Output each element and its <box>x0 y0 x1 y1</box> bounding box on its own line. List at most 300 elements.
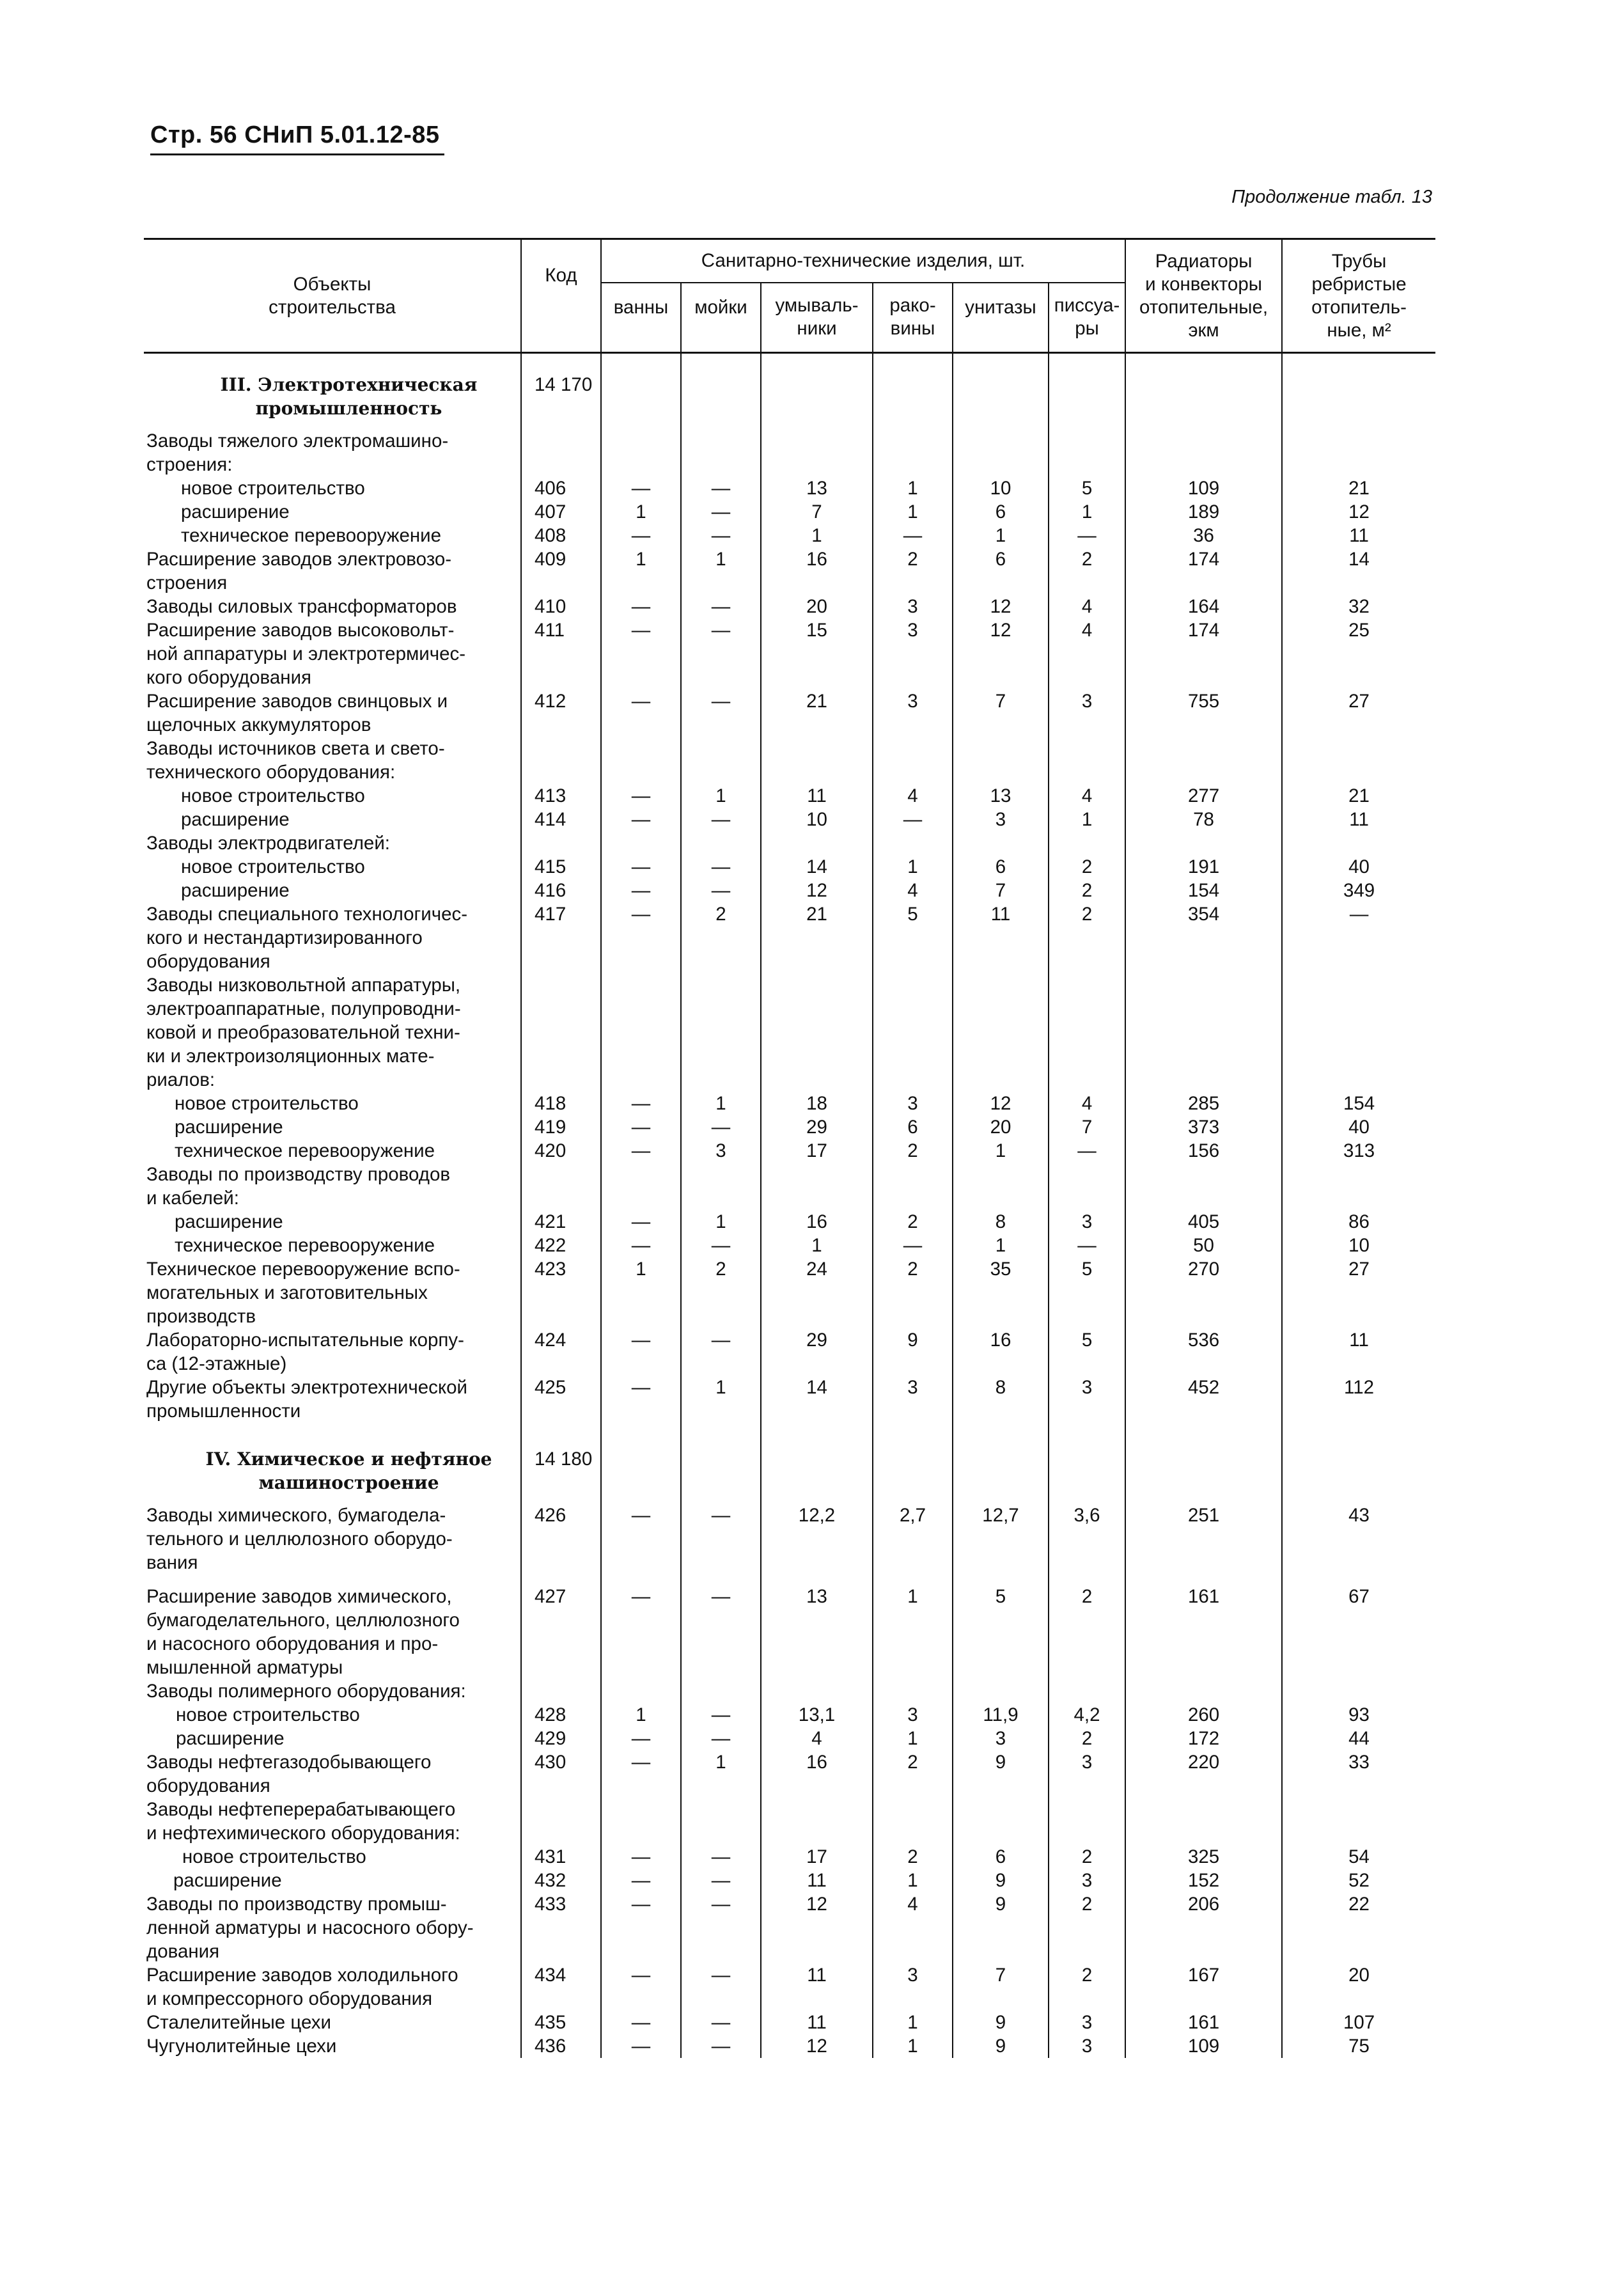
toilets-cell: 12 <box>953 595 1049 618</box>
page-header: Стр. 56 СНиП 5.01.12-85 <box>150 122 440 148</box>
object-name-line: расширение <box>176 1728 285 1749</box>
baths-cell: — <box>601 595 681 618</box>
rakoviny-cell: 2 <box>873 1210 953 1234</box>
object-name-line: Заводы специального технологичес- <box>146 904 468 925</box>
pipes-cell: 67 <box>1282 1574 1435 1679</box>
rakoviny-cell: 5 <box>873 902 953 973</box>
table-continuation-label: Продолжение табл. 13 <box>1231 187 1432 207</box>
urinals-cell: 3 <box>1049 2034 1125 2058</box>
object-name-line: Другие объекты электротехнической <box>146 1377 468 1398</box>
pipes-cell: 12 <box>1282 500 1435 524</box>
object-name-cell <box>144 1163 521 1210</box>
rakoviny-cell: 1 <box>873 1574 953 1679</box>
pipes-cell <box>1282 1679 1435 1703</box>
washbasins-cell: 29 <box>761 1328 873 1376</box>
table-row <box>144 879 1435 902</box>
urinals-cell <box>1049 429 1125 476</box>
sinks-cell: 2 <box>681 902 761 973</box>
object-name-cell <box>144 524 521 547</box>
pipes-cell: 11 <box>1282 1328 1435 1376</box>
object-name-line: и насосного оборудования и про- <box>146 1633 439 1654</box>
baths-cell: — <box>601 1845 681 1869</box>
pipes-cell: 21 <box>1282 476 1435 500</box>
urinals-cell: 4,2 <box>1049 1703 1125 1727</box>
baths-cell: — <box>601 1727 681 1750</box>
col-header-objects-line: строительства <box>269 296 396 318</box>
baths-cell: — <box>601 1574 681 1679</box>
object-name-line: Заводы нефтеперерабатывающего <box>146 1799 456 1820</box>
header-underline <box>150 153 444 155</box>
object-name-line: ки и электроизоляционных мате- <box>146 1046 435 1067</box>
radiators-cell: 154 <box>1125 879 1282 902</box>
table-row <box>144 784 1435 808</box>
col-header-radiators-line: отопительные, <box>1139 296 1269 318</box>
washbasins-cell: 14 <box>761 1376 873 1423</box>
code-cell: 420 <box>521 1139 601 1163</box>
object-name-cell <box>144 784 521 808</box>
sinks-cell: — <box>681 1869 761 1892</box>
radiators-cell: 285 <box>1125 1092 1282 1115</box>
sinks-cell: — <box>681 855 761 879</box>
toilets-cell: 3 <box>953 1727 1049 1750</box>
pipes-cell: 52 <box>1282 1869 1435 1892</box>
table-row <box>144 1679 1435 1703</box>
radiators-cell: 405 <box>1125 1210 1282 1234</box>
object-name-cell <box>144 855 521 879</box>
object-name-line: оборудования <box>146 1775 270 1796</box>
rakoviny-cell: 4 <box>873 1892 953 1963</box>
baths-cell: — <box>601 1504 681 1574</box>
code-cell: 416 <box>521 879 601 902</box>
col-header-baths-text: ванны <box>613 297 669 318</box>
rakoviny-cell: 1 <box>873 2011 953 2034</box>
sinks-cell: — <box>681 1115 761 1139</box>
rakoviny-cell: 2 <box>873 547 953 595</box>
radiators-cell: 161 <box>1125 2011 1282 2034</box>
section-row <box>144 1423 1435 1504</box>
washbasins-cell: 13 <box>761 476 873 500</box>
toilets-cell <box>953 1798 1049 1845</box>
pipes-cell: 32 <box>1282 595 1435 618</box>
rakoviny-cell: 1 <box>873 500 953 524</box>
object-name-line: кого и нестандартизированного <box>146 927 423 948</box>
toilets-cell: 11,9 <box>953 1703 1049 1727</box>
radiators-cell <box>1125 737 1282 784</box>
object-name-line: Заводы полимерного оборудования: <box>146 1681 466 1702</box>
sinks-cell: — <box>681 524 761 547</box>
object-name-line: са (12-этажные) <box>146 1353 287 1374</box>
washbasins-cell: 12,2 <box>761 1504 873 1574</box>
table-row <box>144 1574 1435 1679</box>
object-name-line: риалов: <box>146 1069 215 1090</box>
object-name-line: и кабелей: <box>146 1188 239 1209</box>
object-name-line: III. Электротехническая <box>220 374 478 395</box>
object-name-line: Заводы тяжелого электромашино- <box>146 430 449 451</box>
washbasins-cell: 11 <box>761 784 873 808</box>
baths-cell: 1 <box>601 500 681 524</box>
code-cell: 426 <box>521 1504 601 1574</box>
washbasins-cell: 4 <box>761 1727 873 1750</box>
washbasins-cell <box>761 429 873 476</box>
table-row <box>144 1139 1435 1163</box>
object-name-line: вания <box>146 1552 198 1573</box>
code-cell: 425 <box>521 1376 601 1423</box>
rakoviny-cell: 3 <box>873 1703 953 1727</box>
table-row <box>144 429 1435 476</box>
sinks-cell: — <box>681 1234 761 1257</box>
object-name-line: Расширение заводов свинцовых и <box>146 691 448 712</box>
radiators-cell: 189 <box>1125 500 1282 524</box>
object-name-line: новое строительство <box>181 478 365 499</box>
urinals-cell: 3 <box>1049 1750 1125 1798</box>
washbasins-cell: 12 <box>761 2034 873 2058</box>
sinks-cell: — <box>681 476 761 500</box>
toilets-cell: 7 <box>953 1963 1049 2011</box>
object-name-cell <box>144 1139 521 1163</box>
radiators-cell: 174 <box>1125 547 1282 595</box>
object-name-line: Расширение заводов химического, <box>146 1586 452 1607</box>
sinks-cell: — <box>681 689 761 737</box>
rakoviny-cell: 6 <box>873 1115 953 1139</box>
pipes-cell <box>1282 831 1435 855</box>
baths-cell <box>601 973 681 1092</box>
object-name-line: Расширение заводов электровозо- <box>146 549 452 570</box>
table-row <box>144 1234 1435 1257</box>
table-row <box>144 1963 1435 2011</box>
code-cell: 424 <box>521 1328 601 1376</box>
radiators-cell: 152 <box>1125 1869 1282 1892</box>
pipes-cell: 44 <box>1282 1727 1435 1750</box>
object-name-line: щелочных аккумуляторов <box>146 714 371 735</box>
toilets-cell: 9 <box>953 1892 1049 1963</box>
pipes-cell: 349 <box>1282 879 1435 902</box>
toilets-cell: 7 <box>953 879 1049 902</box>
object-name-line: Расширение заводов холодильного <box>146 1965 458 1986</box>
urinals-cell: 4 <box>1049 1092 1125 1115</box>
object-name-cell <box>144 618 521 689</box>
object-name-line: электроаппаратные, полупроводни- <box>146 998 461 1019</box>
table-row <box>144 595 1435 618</box>
rakoviny-cell: 1 <box>873 1727 953 1750</box>
radiators-cell: 164 <box>1125 595 1282 618</box>
toilets-cell: 5 <box>953 1574 1049 1679</box>
urinals-cell: 3 <box>1049 1210 1125 1234</box>
object-name-cell <box>144 1234 521 1257</box>
toilets-cell: 6 <box>953 500 1049 524</box>
sinks-cell: 1 <box>681 1750 761 1798</box>
object-name-line: расширение <box>181 809 290 830</box>
object-name-cell <box>144 689 521 737</box>
pipes-cell: 21 <box>1282 784 1435 808</box>
baths-cell: — <box>601 808 681 831</box>
object-name-line: Заводы низковольтной аппаратуры, <box>146 975 461 996</box>
washbasins-cell: 11 <box>761 1963 873 2011</box>
baths-cell: — <box>601 1092 681 1115</box>
object-name-line: строения: <box>146 454 233 475</box>
object-name-line: технического оборудования: <box>146 762 396 783</box>
sinks-cell: 1 <box>681 547 761 595</box>
table-header <box>144 239 1435 353</box>
washbasins-cell: 11 <box>761 1869 873 1892</box>
code-cell: 406 <box>521 476 601 500</box>
pipes-cell: 43 <box>1282 1504 1435 1574</box>
col-header-sinks-text: мойки <box>694 297 747 318</box>
object-name-line: Заводы по производству проводов <box>146 1164 451 1185</box>
radiators-cell <box>1125 831 1282 855</box>
radiators-cell: 536 <box>1125 1328 1282 1376</box>
table-row <box>144 500 1435 524</box>
radiators-cell: 174 <box>1125 618 1282 689</box>
object-name-line: могательных и заготовительных <box>146 1282 428 1303</box>
code-cell: 428 <box>521 1703 601 1727</box>
radiators-cell: 251 <box>1125 1504 1282 1574</box>
pipes-cell: 11 <box>1282 524 1435 547</box>
toilets-cell <box>953 1679 1049 1703</box>
pipes-cell <box>1282 1163 1435 1210</box>
pipes-cell: 14 <box>1282 547 1435 595</box>
norms-table <box>144 238 1435 2058</box>
baths-cell: — <box>601 1115 681 1139</box>
washbasins-cell <box>761 1423 873 1504</box>
rakoviny-cell <box>873 1163 953 1210</box>
radiators-cell: 325 <box>1125 1845 1282 1869</box>
table-row <box>144 1115 1435 1139</box>
baths-cell <box>601 1423 681 1504</box>
code-cell <box>521 1798 601 1845</box>
radiators-cell: 172 <box>1125 1727 1282 1750</box>
baths-cell <box>601 1798 681 1845</box>
object-name-cell <box>144 1750 521 1798</box>
col-header-sanitary-group: Санитарно-технические изделия, шт. <box>601 239 1125 283</box>
sinks-cell: — <box>681 879 761 902</box>
table-row <box>144 618 1435 689</box>
radiators-cell <box>1125 353 1282 430</box>
rakoviny-cell <box>873 1798 953 1845</box>
col-header-sinks <box>681 283 761 353</box>
object-name-line: расширение <box>181 880 290 901</box>
table-row <box>144 1727 1435 1750</box>
col-header-radiators <box>1125 239 1282 353</box>
sinks-cell: — <box>681 500 761 524</box>
rakoviny-cell: — <box>873 524 953 547</box>
object-name-line: техническое перевооружение <box>175 1235 435 1256</box>
table-row <box>144 524 1435 547</box>
object-name-line: техническое перевооружение <box>175 1140 435 1161</box>
sinks-cell: — <box>681 618 761 689</box>
object-name-cell <box>144 1328 521 1376</box>
washbasins-cell: 10 <box>761 808 873 831</box>
rakoviny-cell: 2 <box>873 1139 953 1163</box>
baths-cell: — <box>601 784 681 808</box>
col-header-washbasins-line: умываль- <box>775 295 859 317</box>
table-row <box>144 1504 1435 1574</box>
code-cell: 435 <box>521 2011 601 2034</box>
toilets-cell <box>953 353 1049 430</box>
radiators-cell: 109 <box>1125 2034 1282 2058</box>
radiators-cell: 167 <box>1125 1963 1282 2011</box>
rakoviny-cell: 1 <box>873 1869 953 1892</box>
washbasins-cell: 16 <box>761 1750 873 1798</box>
col-header-urinals-line: ры <box>1075 318 1099 340</box>
washbasins-cell: 15 <box>761 618 873 689</box>
rakoviny-cell: 3 <box>873 1376 953 1423</box>
object-name-line: Чугунолитейные цехи <box>146 2036 337 2057</box>
pipes-cell: 10 <box>1282 1234 1435 1257</box>
code-cell: 427 <box>521 1574 601 1679</box>
code-cell: 411 <box>521 618 601 689</box>
object-name-line: расширение <box>173 1870 282 1891</box>
col-header-washbasins <box>761 283 873 353</box>
object-name-line: ной аппаратуры и электротермичес- <box>146 643 466 664</box>
baths-cell: — <box>601 1963 681 2011</box>
code-cell: 419 <box>521 1115 601 1139</box>
washbasins-cell: 12 <box>761 879 873 902</box>
object-name-line: Заводы химического, бумагодела- <box>146 1505 446 1526</box>
washbasins-cell <box>761 737 873 784</box>
object-name-cell <box>144 547 521 595</box>
code-cell <box>521 831 601 855</box>
object-name-cell <box>144 1210 521 1234</box>
toilets-cell: 10 <box>953 476 1049 500</box>
table-row <box>144 831 1435 855</box>
code-cell: 429 <box>521 1727 601 1750</box>
pipes-cell: 86 <box>1282 1210 1435 1234</box>
col-header-pipes <box>1282 239 1435 353</box>
object-name-line: Заводы по производству промыш- <box>146 1894 447 1915</box>
table-row <box>144 2011 1435 2034</box>
urinals-cell: 3 <box>1049 1869 1125 1892</box>
toilets-cell: 11 <box>953 902 1049 973</box>
table-row <box>144 1328 1435 1376</box>
radiators-cell: 109 <box>1125 476 1282 500</box>
baths-cell: — <box>601 1376 681 1423</box>
code-cell: 431 <box>521 1845 601 1869</box>
washbasins-cell: 21 <box>761 902 873 973</box>
baths-cell: 1 <box>601 547 681 595</box>
section-row <box>144 353 1435 430</box>
pipes-cell: 40 <box>1282 855 1435 879</box>
sinks-cell: 1 <box>681 1376 761 1423</box>
baths-cell <box>601 1163 681 1210</box>
urinals-cell: 1 <box>1049 500 1125 524</box>
object-name-cell <box>144 1115 521 1139</box>
urinals-cell: 1 <box>1049 808 1125 831</box>
code-cell: 433 <box>521 1892 601 1963</box>
rakoviny-cell <box>873 1423 953 1504</box>
code-cell <box>521 429 601 476</box>
object-name-cell <box>144 973 521 1092</box>
radiators-cell: 270 <box>1125 1257 1282 1328</box>
object-name-line: техническое перевооружение <box>181 525 442 546</box>
baths-cell: — <box>601 879 681 902</box>
toilets-cell: 9 <box>953 1869 1049 1892</box>
table-row <box>144 1257 1435 1328</box>
col-header-urinals <box>1049 283 1125 353</box>
object-name-line: Заводы силовых трансформаторов <box>146 596 457 617</box>
object-name-line: мышленной арматуры <box>146 1657 343 1678</box>
rakoviny-cell: 1 <box>873 2034 953 2058</box>
toilets-cell: 13 <box>953 784 1049 808</box>
col-header-objects-line: Объекты <box>293 273 371 295</box>
urinals-cell: 5 <box>1049 1328 1125 1376</box>
object-name-cell <box>144 1574 521 1679</box>
table-row <box>144 1163 1435 1210</box>
washbasins-cell: 24 <box>761 1257 873 1328</box>
radiators-cell: 220 <box>1125 1750 1282 1798</box>
urinals-cell: 2 <box>1049 1574 1125 1679</box>
sinks-cell <box>681 737 761 784</box>
table-row <box>144 547 1435 595</box>
sinks-cell <box>681 1679 761 1703</box>
baths-cell: — <box>601 689 681 737</box>
col-header-toilets-text: унитазы <box>965 297 1036 318</box>
code-cell: 417 <box>521 902 601 973</box>
washbasins-cell: 17 <box>761 1845 873 1869</box>
object-name-cell <box>144 808 521 831</box>
rakoviny-cell <box>873 429 953 476</box>
object-name-line: Расширение заводов высоковольт- <box>146 620 455 641</box>
toilets-cell: 1 <box>953 1139 1049 1163</box>
object-name-line: IV. Химическое и нефтяное <box>205 1449 492 1470</box>
washbasins-cell <box>761 1679 873 1703</box>
washbasins-cell: 13 <box>761 1574 873 1679</box>
code-cell: 434 <box>521 1963 601 2011</box>
object-name-cell <box>144 879 521 902</box>
urinals-cell <box>1049 737 1125 784</box>
washbasins-cell: 18 <box>761 1092 873 1115</box>
col-header-pipes-line: Трубы <box>1331 250 1387 272</box>
washbasins-cell: 13,1 <box>761 1703 873 1727</box>
toilets-cell: 35 <box>953 1257 1049 1328</box>
pipes-cell: 27 <box>1282 1257 1435 1328</box>
washbasins-cell: 17 <box>761 1139 873 1163</box>
object-name-line: новое строительство <box>181 856 365 877</box>
sinks-cell <box>681 973 761 1092</box>
baths-cell: — <box>601 1869 681 1892</box>
toilets-cell <box>953 1163 1049 1210</box>
object-name-cell <box>144 429 521 476</box>
object-name-line: и нефтехимического оборудования: <box>146 1823 460 1844</box>
urinals-cell <box>1049 1423 1125 1504</box>
baths-cell: 1 <box>601 1257 681 1328</box>
washbasins-cell: 16 <box>761 547 873 595</box>
object-name-line: Заводы электродвигателей: <box>146 833 391 854</box>
sinks-cell: 1 <box>681 1210 761 1234</box>
washbasins-cell: 1 <box>761 524 873 547</box>
baths-cell: — <box>601 1892 681 1963</box>
code-cell: 14 170 <box>521 353 601 430</box>
radiators-cell: 260 <box>1125 1703 1282 1727</box>
washbasins-cell: 1 <box>761 1234 873 1257</box>
table-row <box>144 1210 1435 1234</box>
washbasins-cell: 11 <box>761 2011 873 2034</box>
object-name-line: бумагоделательного, целлюлозного <box>146 1610 460 1631</box>
rakoviny-cell: 2,7 <box>873 1504 953 1574</box>
rakoviny-cell: 1 <box>873 855 953 879</box>
table-row <box>144 1798 1435 1845</box>
rakoviny-cell: 1 <box>873 476 953 500</box>
object-name-line: новое строительство <box>181 785 365 806</box>
radiators-cell: 206 <box>1125 1892 1282 1963</box>
sinks-cell: — <box>681 595 761 618</box>
code-cell: 407 <box>521 500 601 524</box>
washbasins-cell <box>761 1163 873 1210</box>
object-name-line: новое строительство <box>182 1846 366 1867</box>
sinks-cell <box>681 1798 761 1845</box>
pipes-cell: 22 <box>1282 1892 1435 1963</box>
rakoviny-cell <box>873 353 953 430</box>
baths-cell <box>601 1679 681 1703</box>
